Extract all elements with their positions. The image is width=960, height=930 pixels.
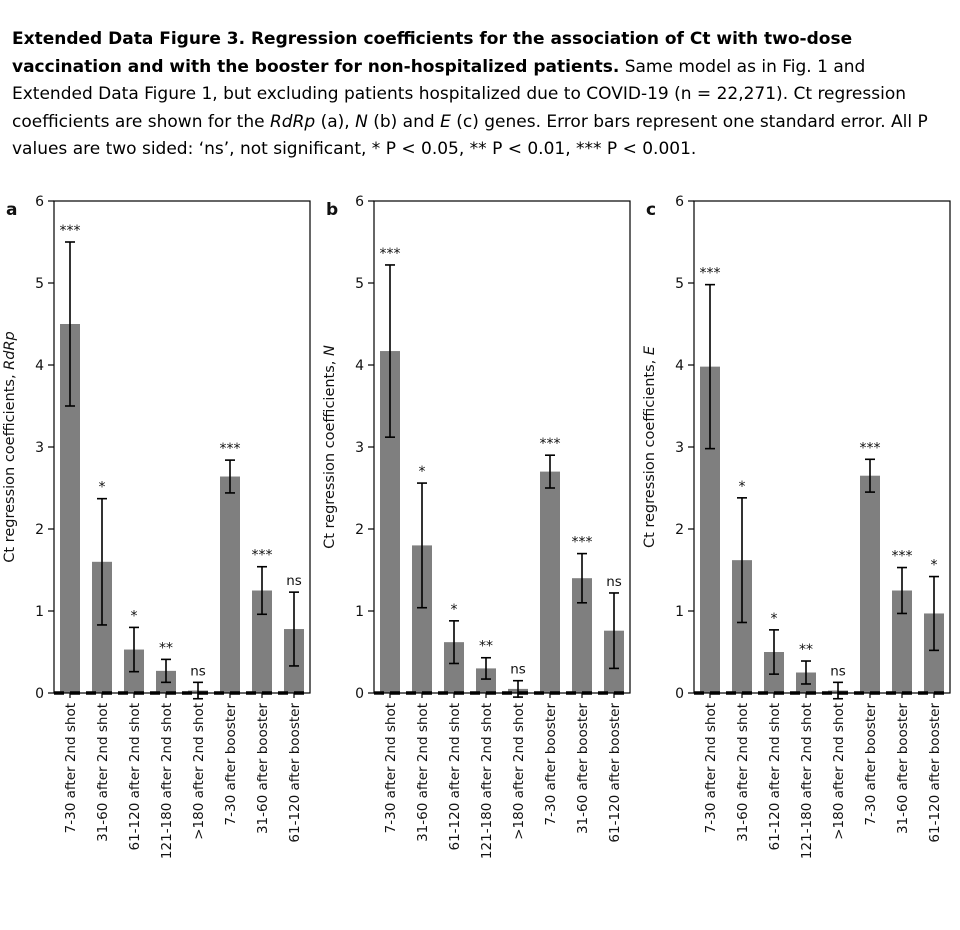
significance-label: *** [59,222,81,239]
x-tick-label: 7-30 after booster [543,702,559,826]
x-tick-label: 61-120 after 2nd shot [447,702,463,851]
x-tick-label: 31-60 after booster [575,702,591,834]
significance-label: *** [571,534,593,551]
x-tick-label: 7-30 after booster [863,702,879,826]
significance-label: * [770,610,778,627]
y-tick-label: 2 [675,521,684,538]
y-tick-label: 1 [355,603,364,620]
bar [860,475,880,692]
caption-segment: (a), [315,111,356,132]
x-tick-label: 31-60 after booster [255,702,271,834]
panel-letter: c [646,199,657,220]
significance-label: ** [159,640,173,657]
bar [220,476,240,692]
significance-label: ns [510,661,526,678]
x-tick-label: 121-180 after 2nd shot [799,702,815,859]
caption-segment: E [440,111,451,132]
x-tick-label: >180 after 2nd shot [831,702,847,840]
significance-label: * [930,557,938,574]
y-tick-label: 6 [675,193,684,210]
caption-segment: (c) genes. Error bars represent one standard error. All P values are two sided: ‘ns’, not significant, * P < 0.05, ** P < 0.01, *** P < 0.001. [12,111,928,160]
y-tick-label: 1 [675,603,684,620]
significance-label: *** [251,547,273,564]
x-tick-label: 31-60 after 2nd shot [735,702,751,842]
significance-label: ns [606,573,622,590]
significance-label: *** [699,265,721,282]
y-axis-label: Ct regression coefficients, N [322,344,338,549]
y-tick-label: 5 [35,275,44,292]
significance-label: *** [539,435,561,452]
caption-segment: (b) and [367,111,441,132]
y-tick-label: 5 [355,275,364,292]
significance-label: *** [891,548,913,565]
caption-segment: Same model as in Fig. 1 and Extended Data Figure 1, but excluding patients hospitalized due to COVID-19 (n = 22,271). Ct regression coefficients are shown for the [12,56,906,132]
x-tick-label: 7-30 after 2nd shot [383,702,399,833]
y-tick-label: 3 [35,439,44,456]
x-tick-label: 31-60 after 2nd shot [95,702,111,842]
significance-label: ** [799,641,813,658]
y-tick-label: 2 [35,521,44,538]
x-tick-label: >180 after 2nd shot [511,702,527,840]
caption-segment: Extended Data Figure 3. Regression coefficients for the association of Ct with two-dose vaccination and with the booster for non-hospitalized patients. [12,29,853,77]
significance-label: ns [286,572,302,589]
y-tick-label: 1 [35,603,44,620]
y-tick-label: 4 [675,357,684,374]
caption-segment: RdRp [269,111,316,132]
significance-label: * [418,463,426,480]
chart-svg-b [320,181,640,887]
x-tick-label: 121-180 after 2nd shot [479,702,495,859]
x-tick-label: 7-30 after booster [223,702,239,826]
significance-label: *** [219,440,241,457]
chart-panel-c [640,181,960,887]
bar [540,471,560,692]
y-tick-label: 4 [355,357,364,374]
panel-letter: b [326,199,339,220]
x-tick-label: >180 after 2nd shot [191,702,207,840]
y-axis-label: Ct regression coefficients, E [642,345,658,548]
x-tick-label: 61-120 after 2nd shot [767,702,783,851]
y-tick-label: 4 [35,357,44,374]
significance-label: ** [479,638,493,655]
figure [0,17,960,887]
x-tick-label: 31-60 after booster [895,702,911,834]
x-tick-label: 61-120 after booster [607,702,623,843]
x-tick-label: 7-30 after 2nd shot [703,702,719,833]
y-tick-label: 0 [35,685,44,702]
significance-label: * [738,478,746,495]
x-tick-label: 31-60 after 2nd shot [415,702,431,842]
figure-caption [0,17,960,164]
panel-letter: a [6,199,18,220]
significance-label: * [130,608,138,625]
chart-svg-a [0,181,320,887]
x-tick-label: 61-120 after booster [287,702,303,843]
y-tick-label: 5 [675,275,684,292]
chart-panel-b [320,181,640,887]
x-tick-label: 7-30 after 2nd shot [63,702,79,833]
significance-label: * [98,479,106,496]
y-tick-label: 3 [675,439,684,456]
significance-label: *** [859,439,881,456]
y-tick-label: 2 [355,521,364,538]
y-tick-label: 3 [355,439,364,456]
significance-label: ns [190,662,206,679]
chart-panel-a [0,181,320,887]
charts-row [0,181,960,887]
significance-label: *** [379,245,401,262]
significance-label: ns [830,662,846,679]
y-tick-label: 6 [35,193,44,210]
y-tick-label: 0 [355,685,364,702]
chart-svg-c [640,181,960,887]
y-axis-label: Ct regression coefficients, RdRp [2,330,18,563]
x-tick-label: 61-120 after 2nd shot [127,702,143,851]
x-tick-label: 61-120 after booster [927,702,943,843]
significance-label: * [450,601,458,618]
caption-segment: N [355,111,368,132]
y-tick-label: 0 [675,685,684,702]
y-tick-label: 6 [355,193,364,210]
x-tick-label: 121-180 after 2nd shot [159,702,175,859]
